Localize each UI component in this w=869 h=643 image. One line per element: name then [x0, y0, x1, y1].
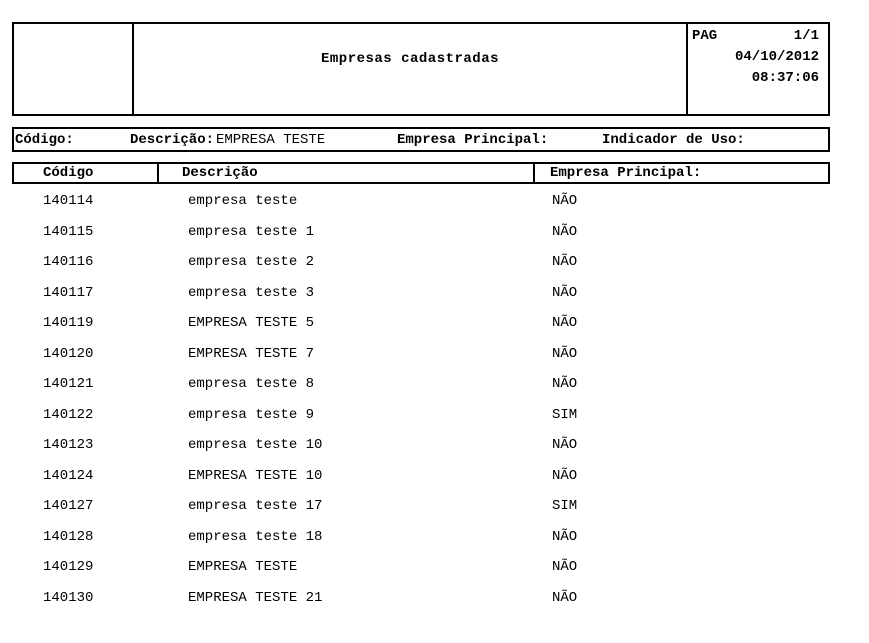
page-info — [686, 24, 828, 114]
row-descricao: empresa teste 2 — [188, 254, 315, 271]
row-codigo: 140114 — [43, 193, 94, 210]
table-rows — [12, 186, 830, 613]
row-descricao: EMPRESA TESTE — [188, 559, 298, 576]
column-header-descricao: Descrição — [182, 165, 258, 181]
row-descricao: empresa teste 17 — [188, 498, 323, 515]
report-header — [12, 22, 830, 116]
column-divider — [157, 164, 159, 182]
row-descricao: empresa teste 1 — [188, 223, 315, 240]
page-label: PAG — [692, 28, 718, 44]
table-header — [12, 162, 830, 184]
table-row — [12, 522, 830, 553]
filter-bar — [12, 127, 830, 152]
table-row — [12, 186, 830, 217]
table-row — [12, 278, 830, 309]
row-codigo: 140122 — [43, 406, 94, 423]
row-descricao: empresa teste 10 — [188, 437, 323, 454]
row-empresa-principal: NÃO — [552, 254, 578, 271]
row-empresa-principal: SIM — [552, 406, 578, 423]
page-number-line — [692, 26, 819, 47]
row-empresa-principal: NÃO — [552, 589, 578, 606]
row-empresa-principal: SIM — [552, 498, 578, 515]
row-empresa-principal: NÃO — [552, 284, 578, 301]
row-empresa-principal: NÃO — [552, 467, 578, 484]
row-codigo: 140127 — [43, 498, 94, 515]
column-divider — [533, 164, 535, 182]
row-descricao: EMPRESA TESTE 10 — [188, 467, 323, 484]
row-codigo: 140119 — [43, 315, 94, 332]
row-codigo: 140130 — [43, 589, 94, 606]
filter-descricao-label: Descrição: — [130, 131, 215, 148]
table-row — [12, 461, 830, 492]
table-row — [12, 217, 830, 248]
column-header-empresa-principal: Empresa Principal: — [550, 165, 702, 181]
row-codigo: 140117 — [43, 284, 94, 301]
table-row — [12, 552, 830, 583]
row-descricao: empresa teste 18 — [188, 528, 323, 545]
row-descricao: empresa teste — [188, 193, 298, 210]
row-descricao: EMPRESA TESTE 21 — [188, 589, 323, 606]
row-descricao: empresa teste 3 — [188, 284, 315, 301]
row-codigo: 140120 — [43, 345, 94, 362]
table-row — [12, 339, 830, 370]
row-descricao: empresa teste 8 — [188, 376, 315, 393]
report-time: 08:37:06 — [751, 70, 819, 86]
page-value: 1/1 — [793, 28, 819, 44]
row-descricao: EMPRESA TESTE 5 — [188, 315, 315, 332]
row-empresa-principal: NÃO — [552, 376, 578, 393]
row-codigo: 140128 — [43, 528, 94, 545]
table-row — [12, 369, 830, 400]
table-row — [12, 400, 830, 431]
filter-descricao-value: EMPRESA TESTE — [216, 131, 326, 148]
row-empresa-principal: NÃO — [552, 528, 578, 545]
logo-placeholder — [14, 24, 134, 114]
table-row — [12, 247, 830, 278]
row-empresa-principal: NÃO — [552, 193, 578, 210]
row-empresa-principal: NÃO — [552, 437, 578, 454]
table-row — [12, 430, 830, 461]
table-row — [12, 491, 830, 522]
row-codigo: 140124 — [43, 467, 94, 484]
row-empresa-principal: NÃO — [552, 223, 578, 240]
report-title: Empresas cadastradas — [320, 51, 500, 67]
filter-empresa-principal-label: Empresa Principal: — [397, 131, 549, 148]
table-row — [12, 583, 830, 614]
row-codigo: 140121 — [43, 376, 94, 393]
table-row — [12, 308, 830, 339]
row-codigo: 140116 — [43, 254, 94, 271]
row-empresa-principal: NÃO — [552, 315, 578, 332]
row-codigo: 140115 — [43, 223, 94, 240]
report-date: 04/10/2012 — [734, 49, 819, 65]
row-empresa-principal: NÃO — [552, 559, 578, 576]
column-header-codigo: Código — [43, 165, 94, 181]
row-empresa-principal: NÃO — [552, 345, 578, 362]
row-codigo: 140129 — [43, 559, 94, 576]
row-descricao: empresa teste 9 — [188, 406, 315, 423]
filter-codigo-label: Código: — [15, 131, 74, 148]
filter-indicador-uso-label: Indicador de Uso: — [602, 131, 745, 148]
row-codigo: 140123 — [43, 437, 94, 454]
row-descricao: EMPRESA TESTE 7 — [188, 345, 315, 362]
